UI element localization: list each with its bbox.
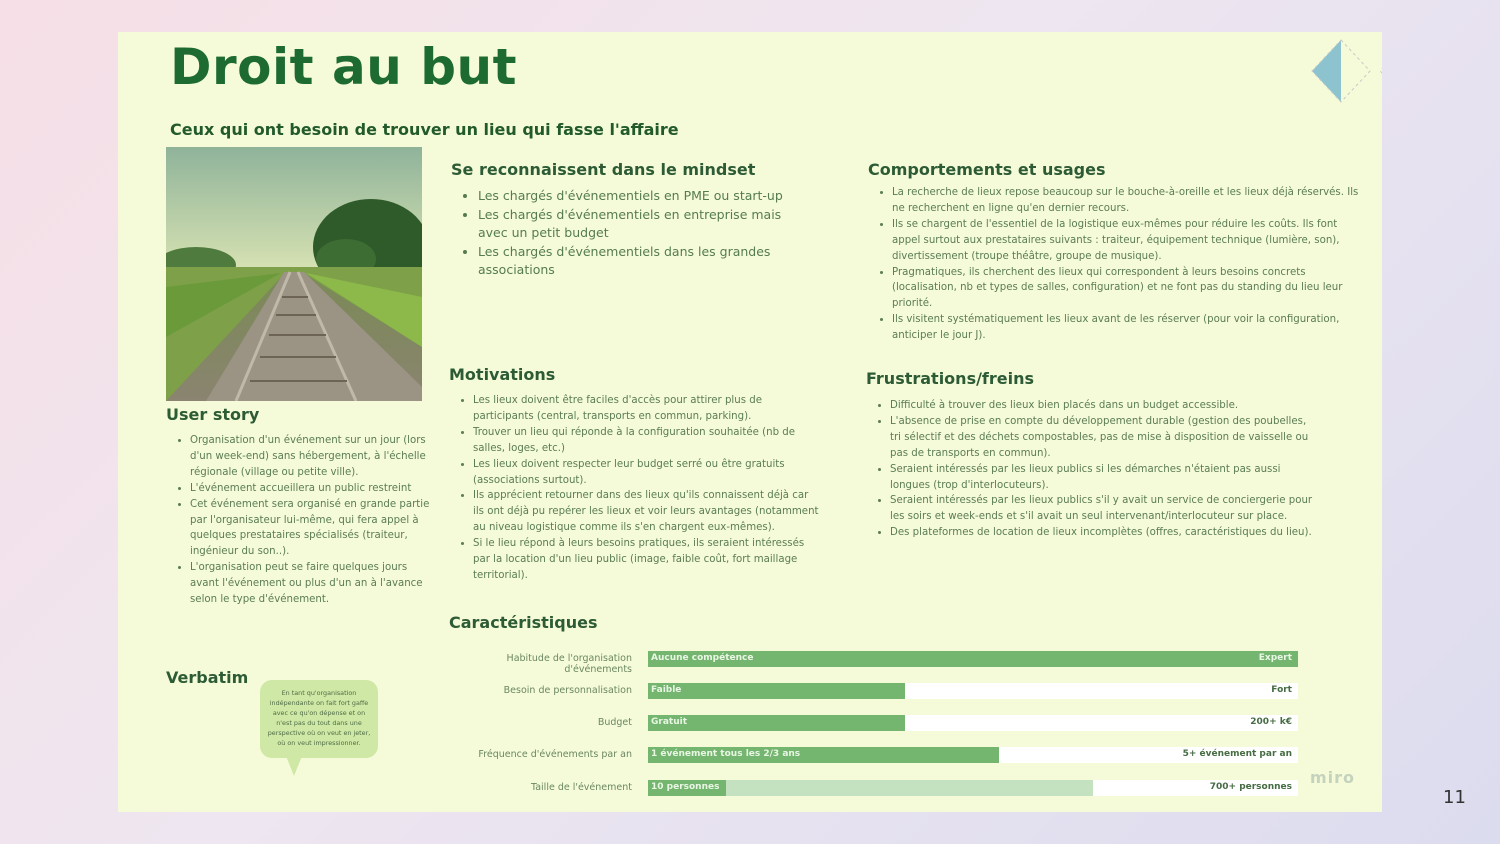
list-item: • La recherche de lieux repose beaucoup sur le bouche-à-oreille et les lieux déjà réservés. Ils ne recherchent en ligne qu'en dernier recours. [892,185,1362,217]
char-slider [648,651,1298,667]
char-label: Habitude de l'organisation d'événements [506,653,632,675]
char-slider [648,747,1298,763]
list-item: • L'événement accueillera un public restreint [190,481,438,497]
char-slider-high-label: 5+ événement par an [1182,749,1292,759]
char-slider [648,683,1298,699]
list-item: • Les chargés d'événementiels en PME ou start-up [478,187,808,206]
mindset-list [462,187,808,280]
char-slider-high-label: 200+ k€ [1250,717,1292,727]
list-item: • Les lieux doivent respecter leur budget serré ou être gratuits (associations surtout). [473,457,819,489]
characteristics-heading: Caractéristiques [449,613,598,632]
char-slider-low-label: Faible [651,685,682,695]
char-slider-high-label: 700+ personnes [1209,782,1292,792]
list-item: • Les chargés d'événementiels dans les grandes associations [478,243,808,280]
char-slider-low-label: 10 personnes [651,782,720,792]
frustrations-heading: Frustrations/freins [866,369,1035,388]
list-item: • Seraient intéressés par les lieux publics s'il y avait un service de conciergerie pour les soirs et week-ends et s'il avait un seul intervenant/interlocuteur sur place. [890,493,1318,525]
char-label: Taille de l'événement [530,782,632,793]
diamond-decoration-icon [1306,36,1382,106]
char-slider-high-label: Fort [1271,685,1292,695]
list-item: • Organisation d'un événement sur un jour (lors d'un week-end) sans hébergement, à l'échelle régionale (village ou petite ville). [190,433,438,481]
behaviors-list [876,185,1362,344]
frustrations-list [874,398,1318,541]
char-slider-high-label: Expert [1258,653,1292,663]
list-item: • L'organisation peut se faire quelques jours avant l'événement ou plus d'un an à l'avance selon le type d'événement. [190,560,438,608]
list-item: • Ils se chargent de l'essentiel de la logistique eux-mêmes pour réduire les coûts. Ils font appel surtout aux prestataires suivants : traiteur, équipement technique (lumière, son), divertissement (troupe théâtre, groupe de musique). [892,217,1362,265]
motivations-heading: Motivations [449,365,556,384]
list-item: • L'absence de prise en compte du développement durable (gestion des poubelles, tri sélectif et des déchets compostables, pas de mise à disposition de vaisselle ou pas de transports en commun). [890,414,1318,462]
char-slider-fill [648,683,905,699]
list-item: • Seraient intéressés par les lieux publics si les démarches n'étaient pas aussi longues (trop d'interlocuteurs). [890,462,1318,494]
mindset-heading: Se reconnaissent dans le mindset [451,160,756,179]
list-item: • Les chargés d'événementiels en entreprise mais avec un petit budget [478,206,808,243]
verbatim-heading: Verbatim [166,668,249,687]
user-story-heading: User story [166,405,260,424]
char-slider-low-label: 1 événement tous les 2/3 ans [651,749,801,759]
list-item: • Cet événement sera organisé en grande partie par l'organisateur lui-même, qui fera appel à quelques prestataires spécialisés (traiteur, ingénieur du son..). [190,497,438,561]
list-item: • Les lieux doivent être faciles d'accès pour attirer plus de participants (central, transports en commun, parking). [473,393,819,425]
char-slider [648,715,1298,731]
railway-photo [166,147,422,401]
char-label: Fréquence d'événements par an [478,749,632,760]
char-label: Besoin de personnalisation [503,685,632,696]
char-slider-low-label: Gratuit [651,717,687,727]
list-item: • Pragmatiques, ils cherchent des lieux qui correspondent à leurs besoins concrets (localisation, nb et types de salles, configuration) et ne font pas du standing du lieu leur priorité. [892,265,1362,313]
page-number: 11 [1443,787,1466,808]
list-item: • Trouver un lieu qui réponde à la configuration souhaitée (nb de salles, loges, etc.) [473,425,819,457]
slide-subtitle: Ceux qui ont besoin de trouver un lieu qui fasse l'affaire [170,120,679,139]
char-slider-range [726,780,1093,796]
slide [118,32,1382,812]
miro-watermark: miro [1310,768,1356,787]
user-story-list [174,433,438,608]
char-label: Budget [597,717,632,728]
char-slider-low-label: Aucune compétence [651,653,754,663]
slide-title: Droit au but [170,38,517,96]
char-slider [648,780,1298,796]
list-item: • Des plateformes de location de lieux incomplètes (offres, caractéristiques du lieu). [890,525,1318,541]
behaviors-heading: Comportements et usages [868,160,1106,179]
list-item: • Ils visitent systématiquement les lieux avant de les réserver (pour voir la configuration, anticiper le jour J). [892,312,1362,344]
verbatim-quote-bubble: En tant qu'organisation indépendante on fait fort gaffe avec ce qu'on dépense et on n'est pas du tout dans une perspective où on veut en jeter, où on veut impressionner. [260,680,378,758]
motivations-list [457,393,819,584]
list-item: • Difficulté à trouver des lieux bien placés dans un budget accessible. [890,398,1318,414]
speech-bubble-tail [286,756,302,776]
list-item: • Ils apprécient retourner dans des lieux qu'ils connaissent déjà car ils ont déjà pu repérer les lieux et voir leurs avantages (notamment au niveau logistique comme ils s'en chargent eux-mêmes). [473,488,819,536]
list-item: • Si le lieu répond à leurs besoins pratiques, ils seraient intéressés par la location d'un lieu public (image, faible coût, fort maillage territorial). [473,536,819,584]
